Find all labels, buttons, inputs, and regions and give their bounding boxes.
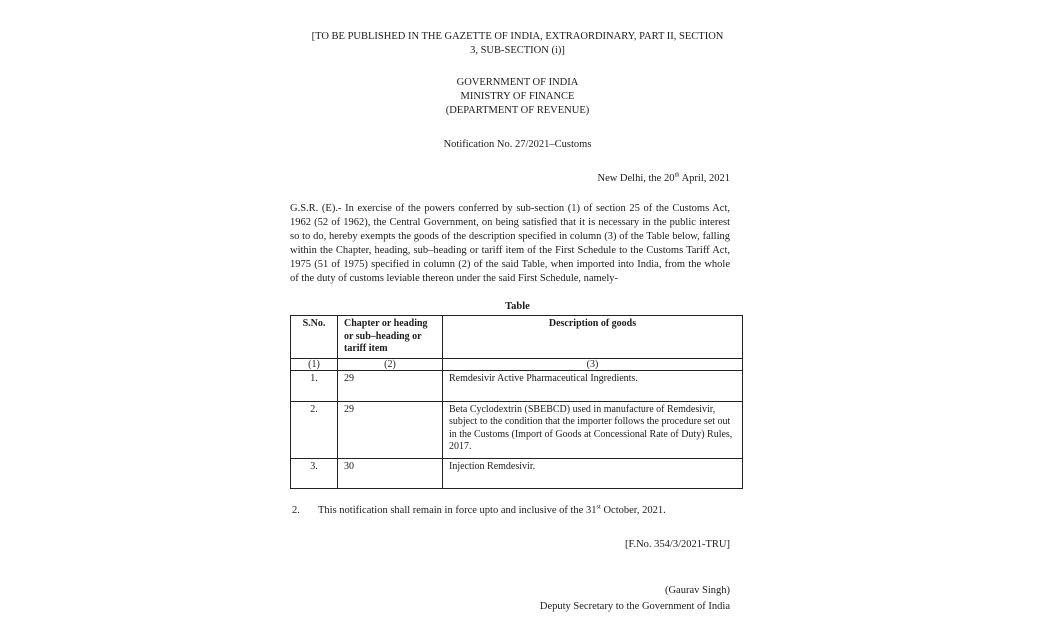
row-sno: 1. xyxy=(291,370,338,401)
gazette-header-line-2: 3, SUB-SECTION (i)] xyxy=(470,45,565,56)
table-row xyxy=(291,401,743,458)
place-date xyxy=(597,172,730,186)
place-date-prefix: New Delhi, the 20 xyxy=(597,173,675,184)
clause-2 xyxy=(292,504,732,518)
header-chapter: Chapter or heading or sub–heading or tariff item xyxy=(338,316,443,359)
row-description: Injection Remdesivir. xyxy=(443,458,743,488)
column-number: (1) xyxy=(291,358,338,370)
file-number: [F.No. 354/3/2021-TRU] xyxy=(624,539,730,550)
header-description: Description of goods xyxy=(443,316,743,359)
table-row xyxy=(291,370,743,401)
signatory-title: Deputy Secretary to the Government of India xyxy=(539,601,730,612)
notification-number: Notification No. 27/2021–Customs xyxy=(443,139,592,150)
table-row xyxy=(291,458,743,488)
row-chapter: 30 xyxy=(338,458,443,488)
place-date-rest: April, 2021 xyxy=(679,173,730,184)
column-number-row xyxy=(291,358,743,370)
government-block xyxy=(290,76,745,118)
row-description: Beta Cyclodextrin (SBEBCD) used in manufacture of Remdesivir, subject to the condition that the importer follows the procedure set out in the Customs (Import of Goods at Concessional Rate of Duty) Rules, 2017. xyxy=(443,401,743,458)
table-caption: Table xyxy=(505,301,530,312)
goods-table xyxy=(290,315,743,489)
gazette-header xyxy=(290,30,745,58)
row-chapter: 29 xyxy=(338,401,443,458)
clause-2-ordinal: st xyxy=(596,503,601,511)
clause-2-text-rest: October, 2021. xyxy=(600,505,666,516)
ministry-line: MINISTRY OF FINANCE xyxy=(460,91,575,102)
department-line: (DEPARTMENT OF REVENUE) xyxy=(445,105,590,116)
clause-2-text-prefix: This notification shall remain in force upto and inclusive of the 31 xyxy=(318,505,597,516)
government-line: GOVERNMENT OF INDIA xyxy=(456,77,579,88)
table-header-row xyxy=(291,316,743,359)
header-sno: S.No. xyxy=(291,316,338,359)
signatory-name: (Gaurav Singh) xyxy=(664,585,730,596)
gazette-header-line-1: [TO BE PUBLISHED IN THE GAZETTE OF INDIA, EXTRAORDINARY, PART II, SECTION xyxy=(311,31,724,42)
notification-page xyxy=(290,0,760,630)
row-sno: 3. xyxy=(291,458,338,488)
preamble-paragraph: G.S.R. (E).- In exercise of the powers conferred by sub-section (1) of section 25 of the Customs Act, 1962 (52 of 1962), the Central Government, on being satisfied that it is necessary in the public interest so to do, hereby exempts the goods of the description specified in column (3) of the Table below, falling within the Chapter, heading, sub–heading or tariff item of the First Schedule to the Customs Tariff Act, 1975 (51 of 1975) specified in column (2) of the said Table, when imported into India, from the whole of the duty of customs leviable thereon under the said First Schedule, namely- xyxy=(290,203,730,284)
column-number: (2) xyxy=(338,358,443,370)
column-number: (3) xyxy=(443,358,743,370)
row-description: Remdesivir Active Pharmaceutical Ingredients. xyxy=(443,370,743,401)
row-sno: 2. xyxy=(291,401,338,458)
row-chapter: 29 xyxy=(338,370,443,401)
clause-2-number: 2. xyxy=(292,505,300,516)
place-date-ordinal: th xyxy=(674,171,680,179)
